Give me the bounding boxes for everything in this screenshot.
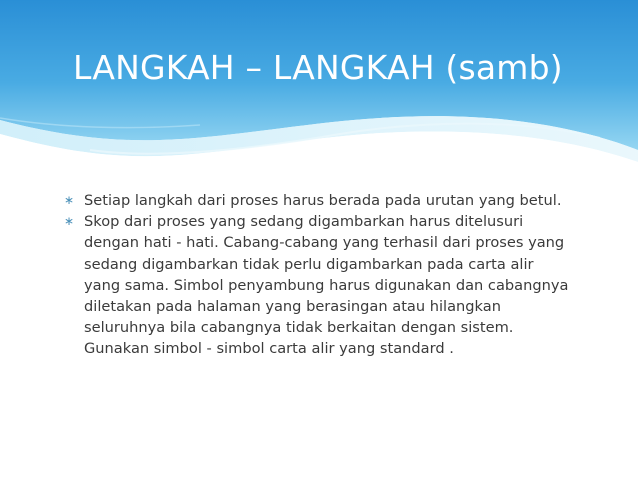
- bullet-list: [64, 190, 574, 360]
- header-banner: [0, 0, 638, 185]
- slide-title: LANGKAH – LANGKAH (samb): [73, 48, 563, 87]
- asterisk-bullet-icon: ∗: [64, 214, 75, 229]
- bullet-item: [64, 190, 574, 211]
- wave-background: [0, 0, 638, 185]
- bullet-text: Setiap langkah dari proses harus berada pada urutan yang betul.: [84, 192, 562, 209]
- asterisk-bullet-icon: ∗: [64, 193, 75, 207]
- bullet-item: [64, 211, 574, 359]
- bullet-text: Skop dari proses yang sedang digambarkan harus ditelusuri dengan hati - hati. Cabang-cabang yang terhasil dari proses yang sedang digambarkan tidak perlu digambarkan pada carta alir yang sama. Simbol penyambung harus digunakan dan cabangnya diletakan pada halaman yang berasingan atau hilangkan seluruhnya bila cabangnya tidak berkaitan dengan sistem. Gunakan simbol - simbol carta alir yang standard .: [84, 213, 569, 358]
